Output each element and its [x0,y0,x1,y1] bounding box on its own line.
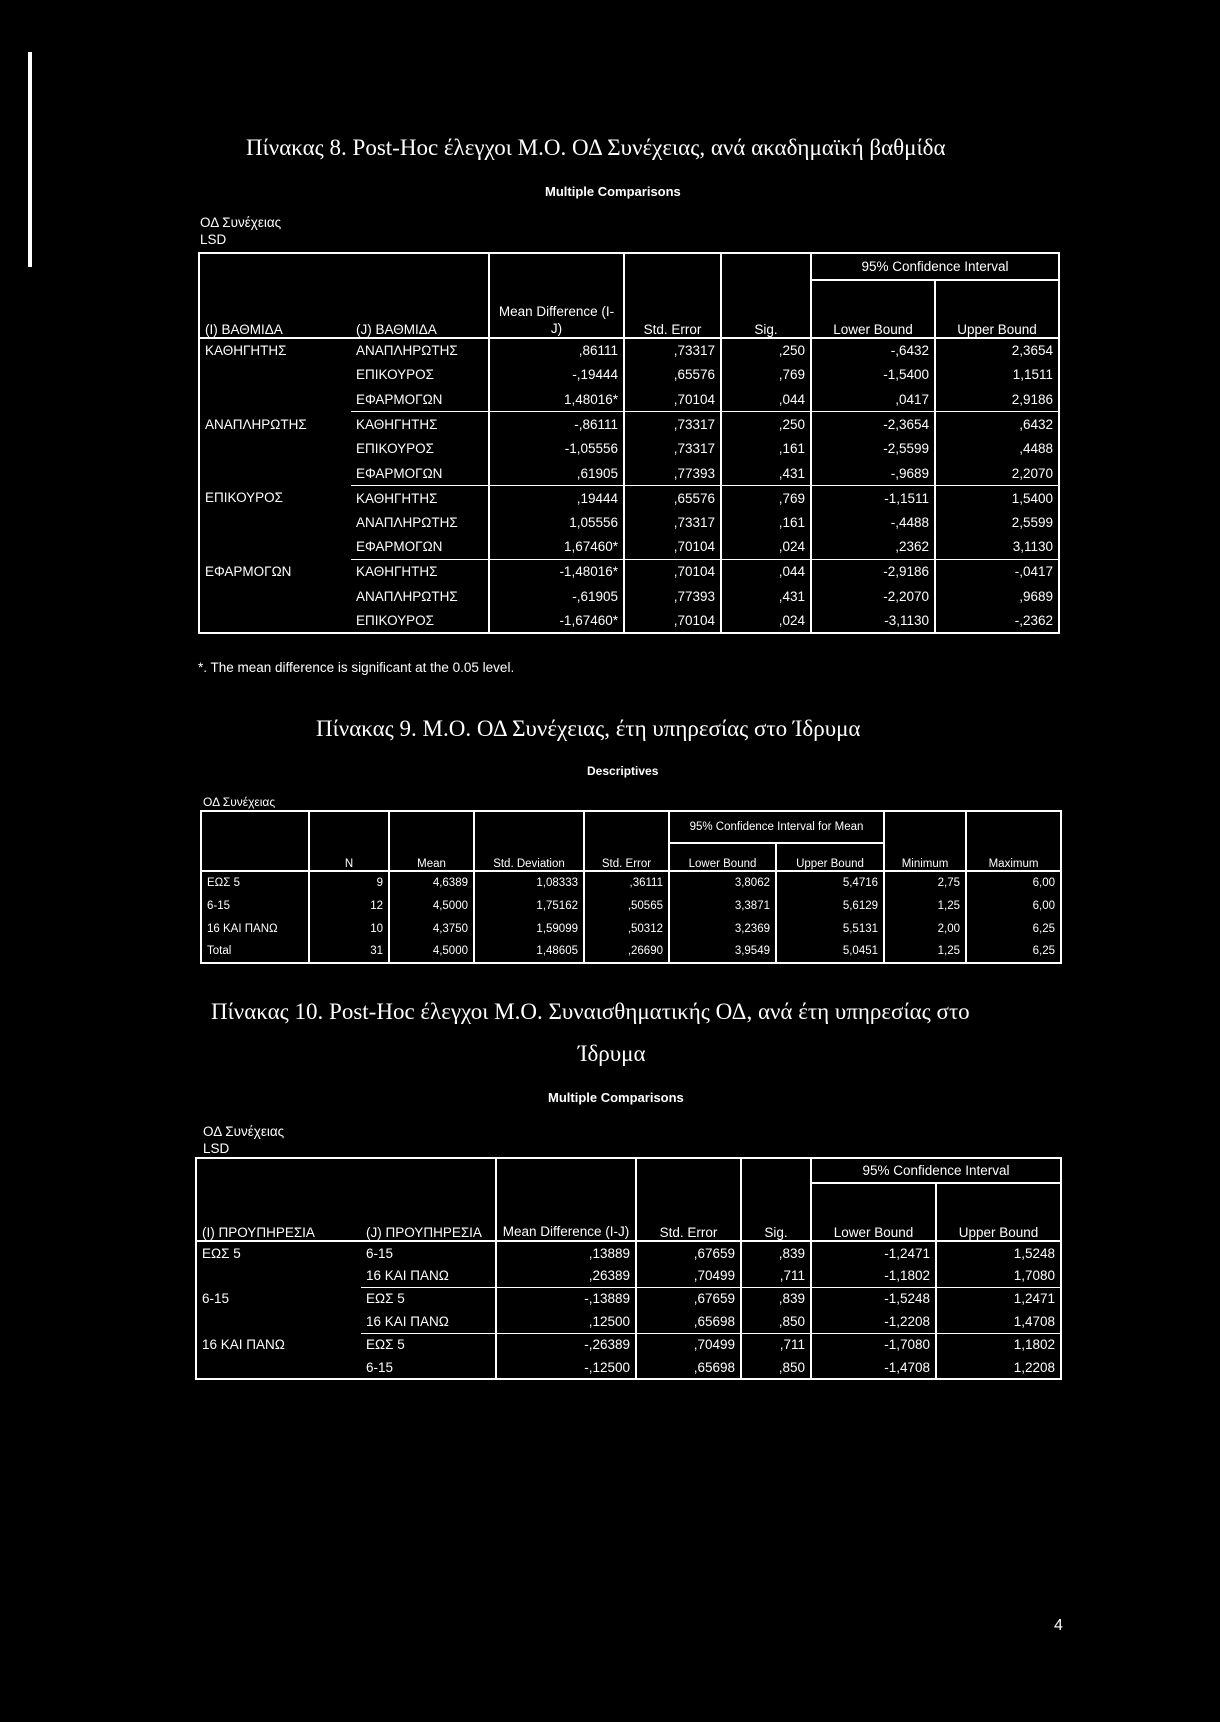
table-cell: 12 [309,894,389,917]
table-cell: 2,5599 [935,510,1059,535]
table-cell: 1,75162 [474,894,584,917]
table-cell: -,26389 [496,1333,636,1356]
table10-col-mean-diff: Mean Difference (I-J) [496,1183,636,1241]
table-cell: ,70499 [636,1264,741,1287]
table-row [199,436,1059,461]
table-cell: ,431 [721,461,811,486]
table-cell: ,26389 [496,1264,636,1287]
table-row [196,1287,1061,1310]
table-cell: 3,2369 [669,917,776,940]
table-cell: 3,3871 [669,894,776,917]
table-cell: ΕΦΑΡΜΟΓΩΝ [356,465,443,481]
table-cell: -,13889 [496,1287,636,1310]
table-row [199,363,1059,388]
table10-caption-line2: Ίδρυμα [578,1041,646,1066]
table-cell: ,65698 [636,1310,741,1333]
table-cell [196,1356,361,1379]
table-cell: -2,9186 [811,559,935,584]
table-cell: -,6432 [811,338,935,363]
table10-header-row [196,1183,1061,1241]
table-row [199,535,1059,560]
table9-ci-header: 95% Confidence Interval for Mean [669,811,884,843]
table-cell: ΕΩΣ 5 [196,1241,361,1264]
table-cell: ΕΩΣ 5 [361,1333,496,1356]
table-cell: 2,00 [884,917,966,940]
table10-col-std-error: Std. Error [636,1183,741,1241]
table-cell: -2,5599 [811,436,935,461]
table-cell: ,19444 [489,486,624,511]
table-cell: -2,3654 [811,412,935,437]
table-cell: ΕΩΣ 5 [361,1287,496,1310]
table-cell: -,4488 [811,510,935,535]
table-row [201,940,1061,963]
table-cell: ,50565 [584,894,669,917]
table-cell: 1,5400 [935,486,1059,511]
table-cell: -,0417 [935,559,1059,584]
table-cell: Total [201,940,309,963]
table-cell: 5,5131 [776,917,884,940]
table-row [201,917,1061,940]
table9-col-min: Minimum [884,843,966,871]
table9-col-upper: Upper Bound [776,843,884,871]
table9-col-mean: Mean [389,843,474,871]
table-cell: ,250 [721,412,811,437]
table-cell: 9 [309,871,389,894]
table-row [196,1356,1061,1379]
table-cell: 2,3654 [935,338,1059,363]
table-cell: 1,1802 [936,1333,1061,1356]
table8-col-i: (I) ΒΑΘΜΙΔΑ [199,280,351,338]
table-cell: ,711 [741,1264,811,1287]
table9-col-n: N [309,843,389,871]
table10-ci-header-row [196,1158,1061,1183]
table-cell: -1,2208 [811,1310,936,1333]
table-cell: 1,05556 [489,510,624,535]
table-cell: -,2362 [935,609,1059,634]
table10-meta: ΟΔ Συνέχειας LSD [203,1124,285,1156]
table-cell: ,65698 [636,1356,741,1379]
table-cell: ,77393 [624,584,721,609]
table-cell: ,044 [721,387,811,412]
table8-col-mean-diff: Mean Difference (I-J) [489,280,624,338]
table-cell: ΕΦΑΡΜΟΓΩΝ [199,559,351,584]
table-cell: -,12500 [496,1356,636,1379]
table-row [199,559,1059,584]
table10-multiple-comparisons [195,1157,1062,1380]
table-cell: 1,4708 [936,1310,1061,1333]
table-cell: ,70104 [624,559,721,584]
table-cell: -1,67460* [489,609,624,634]
table-cell: ΑΝΑΠΛΗΡΩΤΗΣ [356,343,458,359]
table-cell: ,73317 [624,510,721,535]
table-cell: ,77393 [624,461,721,486]
table-cell: 3,1130 [935,535,1059,560]
table-cell: 6,00 [966,871,1061,894]
table-cell: ,769 [721,363,811,388]
table10-caption-line1: Πίνακας 10. Post-Hoc έλεγχοι Μ.Ο. Συναισθηματικής ΟΔ, ανά έτη υπηρεσίας στο [211,999,970,1024]
table9-ci-header-row [201,811,1061,843]
table9-col-std-error: Std. Error [584,843,669,871]
table-cell: 2,2070 [935,461,1059,486]
table8-header-row [199,280,1059,338]
table10-ci-header: 95% Confidence Interval [811,1158,1061,1183]
table-cell: ,024 [721,609,811,634]
table-row [199,486,1059,511]
table-cell: -1,5248 [811,1287,936,1310]
table-row [196,1241,1061,1264]
table-cell: 3,8062 [669,871,776,894]
table-cell: ,12500 [496,1310,636,1333]
table-cell: ,250 [721,338,811,363]
table-cell: ΚΑΘΗΓΗΤΗΣ [351,486,489,511]
table-cell: ΑΝΑΠΛΗΡΩΤΗΣ [356,514,458,530]
table9-title: Descriptives [587,764,659,778]
table-cell: 1,25 [884,894,966,917]
table-cell: -3,1130 [811,609,935,634]
table-cell [199,584,351,609]
table-cell [199,461,351,486]
table-cell: -1,05556 [489,436,624,461]
table8-col-j: (J) ΒΑΘΜΙΔΑ [351,280,489,338]
table-cell: 16 ΚΑΙ ΠΑΝΩ [196,1333,361,1356]
table-cell: 16 ΚΑΙ ΠΑΝΩ [201,917,309,940]
table-cell: ,65576 [624,363,721,388]
table-cell: 5,4716 [776,871,884,894]
table9-descriptives [200,810,1062,964]
table-cell: ,67659 [636,1287,741,1310]
table10-col-upper: Upper Bound [936,1183,1061,1241]
table-cell: ,839 [741,1241,811,1264]
table-cell: 6-15 [196,1287,361,1310]
page-number: 4 [1054,1617,1063,1634]
table-cell: 10 [309,917,389,940]
table10-col-sig: Sig. [741,1183,811,1241]
table10-col-lower: Lower Bound [811,1183,936,1241]
table-cell: 2,9186 [935,387,1059,412]
table10-body [196,1241,1061,1379]
table8-ci-header: 95% Confidence Interval [811,253,1059,280]
table-cell: -1,7080 [811,1333,936,1356]
table-cell: ,13889 [496,1241,636,1264]
table-cell: 31 [309,940,389,963]
table9-caption: Πίνακας 9. Μ.Ο. ΟΔ Συνέχειας, έτη υπηρεσίας στο Ίδρυμα [316,716,861,741]
table-cell: -,86111 [489,412,624,437]
table-cell: ΚΑΘΗΓΗΤΗΣ [199,338,351,363]
table-cell [196,1310,361,1333]
table-cell: ΚΑΘΗΓΗΤΗΣ [351,559,489,584]
table-cell: ,161 [721,510,811,535]
table8-multiple-comparisons [198,252,1060,634]
table-cell: ,86111 [489,338,624,363]
table-cell: ΕΦΑΡΜΟΓΩΝ [356,539,443,555]
table-row [196,1310,1061,1333]
table-cell: 1,08333 [474,871,584,894]
table-cell: ,67659 [636,1241,741,1264]
table-cell: 6-15 [361,1356,496,1379]
table-cell: 3,9549 [669,940,776,963]
table-cell: 16 ΚΑΙ ΠΑΝΩ [366,1313,449,1329]
table10-col-j: (J) ΠΡΟΥΠΗΡΕΣΙΑ [361,1183,496,1241]
table-cell: 1,2471 [936,1287,1061,1310]
table-cell: ,73317 [624,338,721,363]
table-cell: 2,75 [884,871,966,894]
table-cell: 6-15 [366,1245,394,1261]
table-cell: 1,7080 [936,1264,1061,1287]
table10-col-i: (I) ΠΡΟΥΠΗΡΕΣΙΑ [196,1183,361,1241]
table-cell: -1,4708 [811,1356,936,1379]
table-row [199,584,1059,609]
table-row [199,510,1059,535]
table-cell: ,024 [721,535,811,560]
table-cell: -,19444 [489,363,624,388]
table8-col-upper: Upper Bound [935,280,1059,338]
table-cell: 16 ΚΑΙ ΠΑΝΩ [366,1267,449,1283]
table-cell: ΚΑΘΗΓΗΤΗΣ [351,412,489,437]
table-cell: ,850 [741,1310,811,1333]
table-cell: ΕΠΙΚΟΥΡΟΣ [356,367,435,383]
table9-body [201,871,1061,963]
table-cell [199,363,351,388]
table-cell: 6,00 [966,894,1061,917]
table-cell: ,70104 [624,609,721,634]
table-cell: -,9689 [811,461,935,486]
table-cell: 1,48605 [474,940,584,963]
table-cell: ,73317 [624,436,721,461]
table9-col-max: Maximum [966,843,1061,871]
table-cell: ,70104 [624,387,721,412]
table-cell: 1,1511 [935,363,1059,388]
table-cell: 1,5248 [936,1241,1061,1264]
table8-ci-header-row [199,253,1059,280]
table-row [199,387,1059,412]
table-cell: 4,6389 [389,871,474,894]
table-cell: ,2362 [811,535,935,560]
table-cell: 4,3750 [389,917,474,940]
table-row [199,338,1059,363]
table8-caption: Πίνακας 8. Post-Hoc έλεγχοι Μ.Ο. ΟΔ Συνέχειας, ανά ακαδημαϊκή βαθμίδα [246,135,946,160]
table8-meta: ΟΔ Συνέχειας LSD [200,215,282,247]
table-cell: 6,25 [966,940,1061,963]
table-cell: -1,48016* [489,559,624,584]
table-cell: 1,48016* [489,387,624,412]
table-row [196,1333,1061,1356]
table-cell: -1,5400 [811,363,935,388]
table-cell: ,839 [741,1287,811,1310]
table-row [199,412,1059,437]
table-row [201,871,1061,894]
table-cell: ,769 [721,486,811,511]
table-cell: ΕΠΙΚΟΥΡΟΣ [199,486,351,511]
table-row [196,1264,1061,1287]
table-cell: ΕΠΙΚΟΥΡΟΣ [351,609,489,634]
table-row [199,609,1059,634]
table-cell: ,70499 [636,1333,741,1356]
table-cell: -1,2471 [811,1241,936,1264]
table-cell: ,044 [721,559,811,584]
table-cell: ,73317 [624,412,721,437]
table-cell: ,0417 [811,387,935,412]
table8-col-sig: Sig. [721,280,811,338]
table-cell: ,26690 [584,940,669,963]
table9-meta: ΟΔ Συνέχειας [203,795,276,809]
table9-col-std-dev: Std. Deviation [474,843,584,871]
table-cell: 5,0451 [776,940,884,963]
table10-title: Multiple Comparisons [548,1090,684,1105]
table-cell [199,609,351,634]
table8-body [199,338,1059,633]
table-row [199,461,1059,486]
table-cell: ΑΝΑΠΛΗΡΩΤΗΣ [356,588,458,604]
table-cell: 6,25 [966,917,1061,940]
table-cell: 4,5000 [389,894,474,917]
table-cell [196,1264,361,1287]
table-cell: -1,1802 [811,1264,936,1287]
table-cell: ΑΝΑΠΛΗΡΩΤΗΣ [199,412,351,437]
table-cell: 1,25 [884,940,966,963]
table-cell: -1,1511 [811,486,935,511]
table-cell: 6-15 [201,894,309,917]
table-row [201,894,1061,917]
table-cell [199,387,351,412]
table8-col-lower: Lower Bound [811,280,935,338]
table-cell: ,70104 [624,535,721,560]
table-cell: 1,67460* [489,535,624,560]
table9-header-row [201,843,1061,871]
table-cell: ,50312 [584,917,669,940]
table-cell: 4,5000 [389,940,474,963]
table-cell: 5,6129 [776,894,884,917]
table8-col-std-error: Std. Error [624,280,721,338]
table-cell: ,431 [721,584,811,609]
table-cell: ,850 [741,1356,811,1379]
table-cell: ,9689 [935,584,1059,609]
table-cell [199,535,351,560]
table-cell: 1,2208 [936,1356,1061,1379]
table8-footnote: *. The mean difference is significant at the 0.05 level. [198,660,515,675]
table-cell: ,4488 [935,436,1059,461]
table-cell: -2,2070 [811,584,935,609]
table-cell: ΕΦΑΡΜΟΓΩΝ [356,391,443,407]
table9-col-lower: Lower Bound [669,843,776,871]
table-cell [199,510,351,535]
table8-title: Multiple Comparisons [545,184,681,199]
table-cell: ,65576 [624,486,721,511]
table-cell: 1,59099 [474,917,584,940]
table-cell: ,161 [721,436,811,461]
table-cell [199,436,351,461]
table-cell: -,61905 [489,584,624,609]
table-cell: ΕΠΙΚΟΥΡΟΣ [356,441,435,457]
table-cell: ,6432 [935,412,1059,437]
table-cell: ,711 [741,1333,811,1356]
table-cell: ,61905 [489,461,624,486]
table-cell: ΕΩΣ 5 [201,871,309,894]
table-cell: ,36111 [584,871,669,894]
